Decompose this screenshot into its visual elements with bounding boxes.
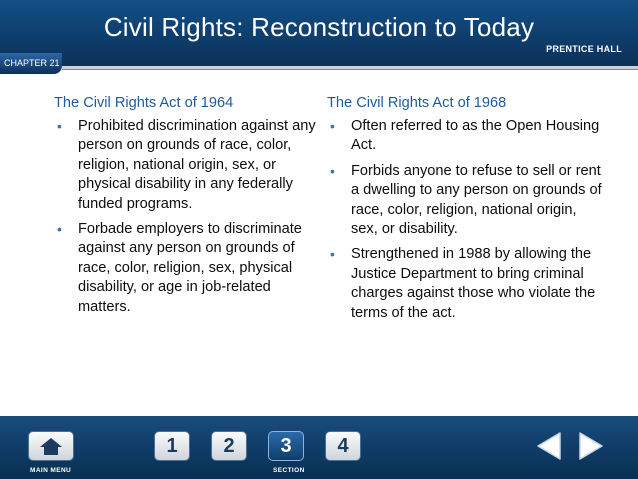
forward-arrow-icon <box>576 430 606 462</box>
bullet-text: Prohibited discrimination against any person on grounds of race, color, religion, national origin, sex, or physical disability in any federally funded programs. <box>78 118 316 212</box>
bullet-icon: • <box>330 246 335 263</box>
previous-button[interactable] <box>532 429 566 463</box>
main-menu-label: MAIN MENU <box>30 467 72 474</box>
back-arrow-icon <box>534 430 564 462</box>
left-column <box>54 95 319 323</box>
home-icon <box>38 436 64 456</box>
bullet-icon: • <box>57 118 62 134</box>
section-4-button[interactable]: 4 <box>325 431 361 461</box>
list-item <box>54 117 319 214</box>
slide-header <box>0 0 638 66</box>
chapter-tab: CHAPTER 21 <box>0 53 62 74</box>
list-item <box>327 245 607 323</box>
left-bullet-list <box>54 117 319 317</box>
navigation-bar <box>0 416 638 479</box>
publisher-logo: PRENTICE HALL <box>546 44 622 54</box>
bullet-icon: • <box>330 162 335 179</box>
bullet-icon: • <box>57 221 62 238</box>
right-bullet-list <box>327 117 607 323</box>
section-2-button[interactable]: 2 <box>211 431 247 461</box>
section-1-button[interactable]: 1 <box>154 431 190 461</box>
list-item <box>54 220 319 317</box>
list-item <box>327 117 607 156</box>
main-menu-button[interactable] <box>28 431 74 461</box>
next-button[interactable] <box>574 429 608 463</box>
slide-title: Civil Rights: Reconstruction to Today <box>103 12 535 42</box>
bullet-icon: • <box>330 118 335 134</box>
bullet-text: Often referred to as the Open Housing Act. <box>351 118 600 154</box>
right-column-heading: The Civil Rights Act of 1968 <box>327 95 507 111</box>
left-column-heading: The Civil Rights Act of 1964 <box>54 95 234 111</box>
right-column <box>327 95 607 329</box>
bullet-text: Forbade employers to discriminate against any person on grounds of race, color, religion, sex, physical disability, or age in job-related matters. <box>78 221 302 315</box>
bullet-text: Strengthened in 1988 by allowing the Justice Department to bring criminal charges against those who violate the terms of the act. <box>351 246 596 321</box>
bullet-text: Forbids anyone to refuse to sell or rent a dwelling to any person on grounds of race, color, religion, national origin, sex, or disability. <box>351 162 602 238</box>
section-3-button[interactable]: 3 <box>268 431 304 461</box>
list-item <box>327 162 607 240</box>
section-label: SECTION <box>273 467 305 474</box>
header-divider-line <box>62 69 638 70</box>
